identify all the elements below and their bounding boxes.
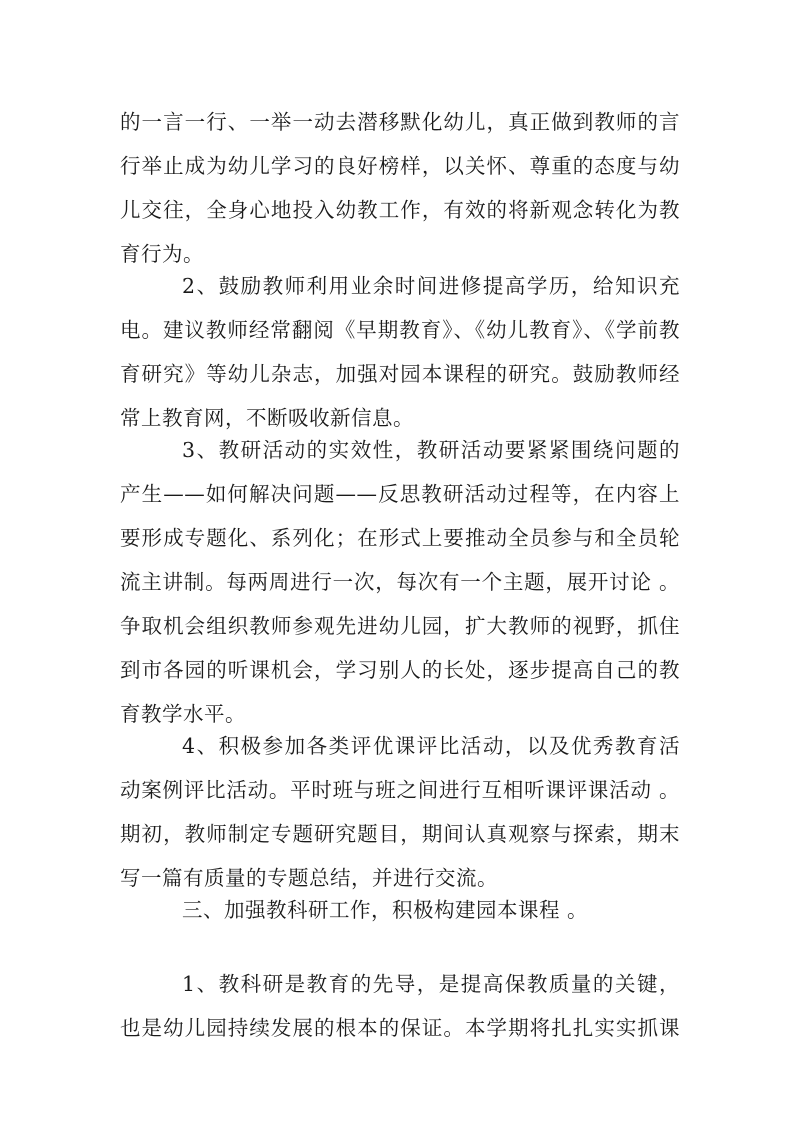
section-heading [120, 888, 680, 932]
text-line: 4、积极参加各类评优课评比活动，以及优秀教育活 [182, 734, 680, 758]
text-line: 3、教研活动的实效性，教研活动要紧紧围绕问题的 [182, 438, 680, 462]
text-line: 2、鼓励教师利用业余时间进修提高学历，给知识充 [182, 274, 680, 298]
paragraph-item-1 [120, 962, 680, 1050]
paragraph-item-2 [120, 264, 680, 440]
text-line: 电。建议教师经常翻阅《早期教育》、《幼儿教育》、《学前教 [120, 318, 680, 342]
text-line: 期初，教师制定专题研究题目，期间认真观察与探索，期末 [120, 822, 680, 846]
text-line: 行举止成为幼儿学习的良好榜样，以关怀、尊重的态度与幼 [120, 154, 680, 178]
text-line: 要形成专题化、系列化；在形式上要推动全员参与和全员轮 [120, 526, 680, 550]
text-line: 儿交往，全身心地投入幼教工作，有效的将新观念转化为教 [120, 198, 680, 222]
text-line: 也是幼儿园持续发展的根本的保证。本学期将扎扎实实抓课 [120, 1016, 680, 1040]
paragraph-item-3 [120, 428, 680, 736]
text-line: 写一篇有质量的专题总结，并进行交流。 [120, 866, 498, 890]
text-line: 常上教育网，不断吸收新信息。 [120, 406, 414, 430]
paragraph-continuation [120, 100, 680, 276]
text-line: 育研究》等幼儿杂志，加强对园本课程的研究。鼓励教师经 [120, 362, 680, 386]
text-line: 育行为。 [120, 242, 204, 266]
text-line: 流主讲制。每两周进行一次，每次有一个主题，展开讨论 。 [120, 570, 680, 594]
heading-text: 三、加强教科研工作，积极构建园本课程 。 [182, 898, 589, 922]
text-line: 育教学水平。 [120, 702, 246, 726]
text-line: 产生——如何解决问题——反思教研活动过程等，在内容上 [120, 482, 680, 506]
text-line: 到市各园的听课机会，学习别人的长处，逐步提高自己的教 [120, 658, 680, 682]
text-line: 1、教科研是教育的先导，是提高保教质量的关键， [182, 972, 680, 996]
text-line: 的一言一行、一举一动去潜移默化幼儿，真正做到教师的言 [120, 110, 680, 134]
text-line: 动案例评比活动。平时班与班之间进行互相听课评课活动 。 [120, 778, 680, 802]
text-line: 争取机会组织教师参观先进幼儿园，扩大教师的视野，抓住 [120, 614, 680, 638]
paragraph-item-4 [120, 724, 680, 900]
